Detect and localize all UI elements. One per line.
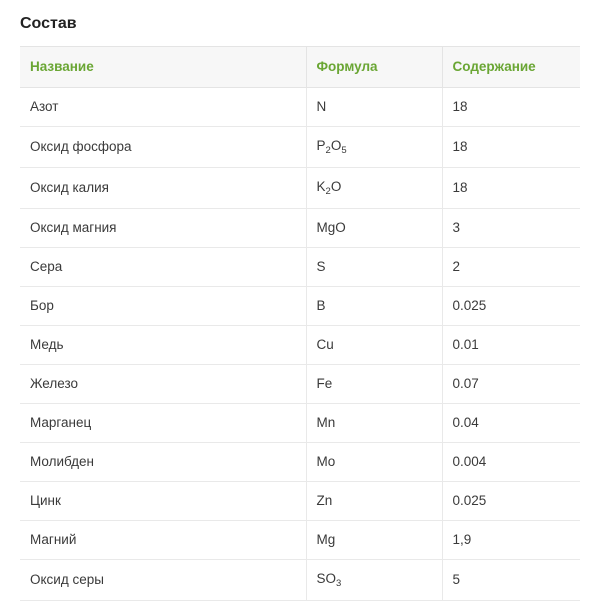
cell-formula: B: [306, 287, 442, 326]
cell-formula: $P_2O_5$: [306, 127, 442, 168]
cell-formula: Fe: [306, 365, 442, 404]
table-row: [20, 560, 580, 601]
table-row: [20, 127, 580, 168]
cell-content: 5: [442, 560, 580, 601]
cell-name: Оксид серы: [20, 560, 306, 601]
cell-formula: MgO: [306, 209, 442, 248]
cell-content: 2: [442, 248, 580, 287]
table-row: [20, 404, 580, 443]
column-header-formula: Формула: [306, 47, 442, 88]
cell-content: 18: [442, 168, 580, 209]
table-header: [20, 47, 580, 88]
cell-name: Оксид магния: [20, 209, 306, 248]
cell-name: Азот: [20, 88, 306, 127]
table-row: [20, 443, 580, 482]
table-row: [20, 88, 580, 127]
cell-formula: $K_2O$: [306, 168, 442, 209]
cell-name: Сера: [20, 248, 306, 287]
table-header-row: [20, 47, 580, 88]
cell-formula: $SO_3$: [306, 560, 442, 601]
table-row: [20, 168, 580, 209]
table-row: [20, 209, 580, 248]
cell-content: 0.01: [442, 326, 580, 365]
cell-content: 0.004: [442, 443, 580, 482]
cell-name: Оксид калия: [20, 168, 306, 209]
cell-content: 0.025: [442, 482, 580, 521]
table-row: [20, 482, 580, 521]
cell-content: 0.04: [442, 404, 580, 443]
cell-content: 0.07: [442, 365, 580, 404]
cell-content: 3: [442, 209, 580, 248]
cell-formula: Mg: [306, 521, 442, 560]
cell-content: 18: [442, 127, 580, 168]
table-row: [20, 287, 580, 326]
cell-name: Бор: [20, 287, 306, 326]
cell-name: Оксид фосфора: [20, 127, 306, 168]
cell-content: 0.025: [442, 287, 580, 326]
cell-formula: S: [306, 248, 442, 287]
table-row: [20, 365, 580, 404]
cell-name: Магний: [20, 521, 306, 560]
cell-formula: Mo: [306, 443, 442, 482]
column-header-content: Содержание: [442, 47, 580, 88]
page-title: Состав: [20, 15, 77, 32]
table-row: [20, 326, 580, 365]
cell-name: Железо: [20, 365, 306, 404]
cell-formula: Mn: [306, 404, 442, 443]
cell-name: Цинк: [20, 482, 306, 521]
composition-table: [20, 46, 580, 601]
cell-name: Марганец: [20, 404, 306, 443]
table-row: [20, 521, 580, 560]
cell-formula: Zn: [306, 482, 442, 521]
cell-formula: N: [306, 88, 442, 127]
table-row: [20, 248, 580, 287]
cell-content: 18: [442, 88, 580, 127]
cell-content: 1,9: [442, 521, 580, 560]
cell-name: Медь: [20, 326, 306, 365]
cell-formula: Cu: [306, 326, 442, 365]
table-body: [20, 88, 580, 601]
column-header-name: Название: [20, 47, 306, 88]
cell-name: Молибден: [20, 443, 306, 482]
